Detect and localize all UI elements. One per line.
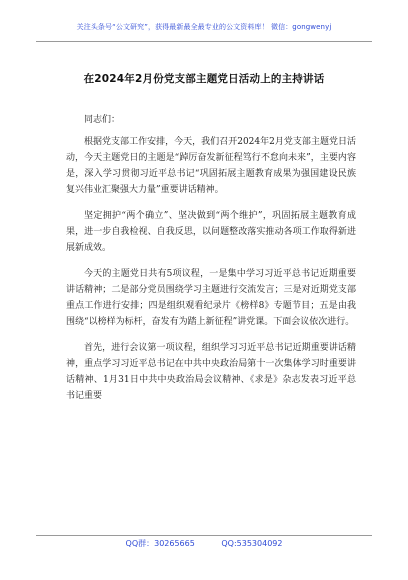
footer-divider	[36, 535, 372, 536]
footer	[0, 538, 408, 549]
body-paragraph-3: 今天的主题党日共有5项议程，一是集中学习习近平总书记近期重要讲话精神；二是部分党员围绕学习主题进行交流发言；三是对近期党支部重点工作进行安排；四是组织观看纪录片《榜样8》专题节目；五是由我围绕“以榜样为标杆，奋发有为踏上新征程”讲党课。下面会议依次进行。	[66, 269, 356, 327]
footer-qq-contact: QQ:535304092	[221, 539, 283, 548]
footer-qq-group: QQ群：30265665	[125, 539, 195, 548]
document-title: 在2024年2月份党支部主题党日活动上的主持讲话	[83, 73, 325, 85]
body-paragraph-1: 根据党支部工作安排，今天，我们召开2024年2月党支部主题党日活动，今天主题党日的主题是“踔厉奋发新征程笃行不怠向未来”，主要内容是，深入学习贯彻习近平总书记“巩固拓展主题教育成果为强国建设民族复兴伟业汇聚强大力量”重要讲话精神。	[66, 137, 356, 195]
body-paragraph-2: 坚定拥护“两个确立”、坚决做到“两个维护”，巩固拓展主题教育成果，进一步自我检视、自我反思，以问题整改落实推动各项工作取得新进展新成效。	[66, 211, 356, 253]
document-body	[66, 112, 356, 414]
header-banner: 关注头条号“公文研究”，获得最新最全最专业的公文资料库！ 微信：gongwenyj	[76, 23, 332, 31]
salutation: 同志们：	[84, 115, 121, 125]
body-paragraph-4: 首先，进行会议第一项议程，组织学习习近平总书记近期重要讲话精神，重点学习习近平总书记在中共中央政治局第十一次集体学习时重要讲话精神、1月31日中共中央政治局会议精神、《求是》杂志发表习近平总书记重要	[66, 343, 356, 401]
header-divider	[36, 41, 372, 42]
